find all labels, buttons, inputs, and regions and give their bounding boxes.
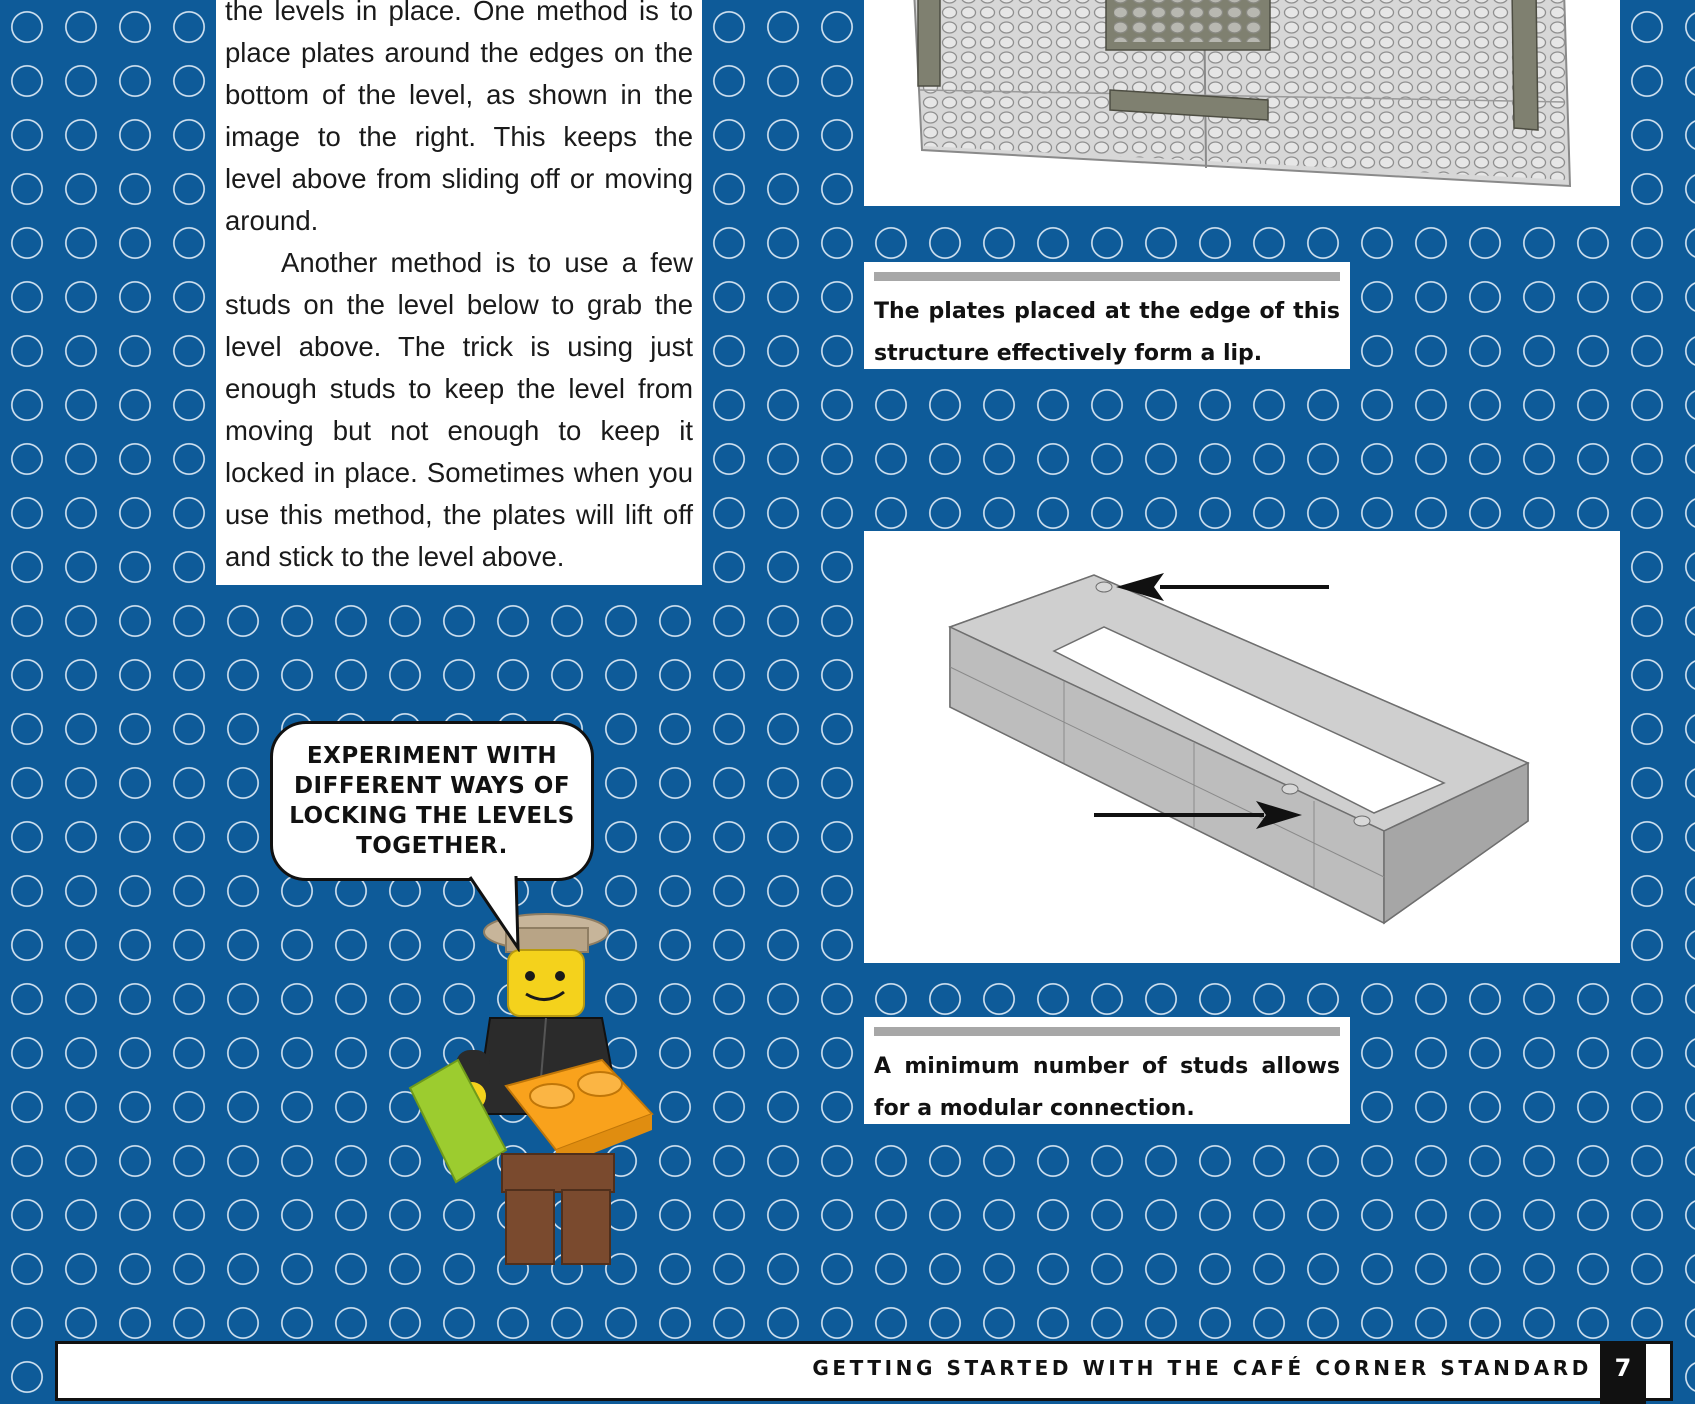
page-number: 7 xyxy=(1600,1344,1646,1404)
page-footer xyxy=(55,1341,1673,1401)
caption-text: The plates placed at the edge of this structure effectively form a lip. xyxy=(874,299,1340,366)
baseplate-illustration xyxy=(864,0,1620,206)
plates-edge-figure xyxy=(864,0,1620,206)
caption-text: A minimum number of studs allows for a modular connection. xyxy=(874,1054,1340,1121)
speech-bubble xyxy=(270,721,594,881)
running-title: GETTING STARTED WITH THE CAFÉ CORNER STANDARD xyxy=(812,1356,1592,1380)
caption-bar xyxy=(874,1027,1340,1036)
minifigure-illustration xyxy=(406,900,676,1270)
body-paragraph: the levels in place. One method is to place plates around the edges on the bottom of the level, as shown in the image to the right. This keeps the level above from sliding off or moving around. xyxy=(225,0,693,236)
brick-frame-illustration xyxy=(864,531,1620,963)
caption-bar xyxy=(874,272,1340,281)
figure-caption xyxy=(864,1017,1350,1124)
speech-bubble-text: EXPERIMENT WITH DIFFERENT WAYS OF LOCKING THE LEVELS TOGETHER. xyxy=(289,743,575,859)
figure-caption xyxy=(864,262,1350,369)
body-paragraph: Another method is to use a few studs on the level below to grab the level above. The trick is using just enough studs to keep the level from moving but not enough to keep it locked in place. Sometimes when you use this method, the plates will lift off and stick to the level above. xyxy=(225,247,693,572)
stud-frame-figure xyxy=(864,531,1620,963)
body-text-column xyxy=(216,0,702,585)
speech-bubble-tail xyxy=(464,876,534,952)
